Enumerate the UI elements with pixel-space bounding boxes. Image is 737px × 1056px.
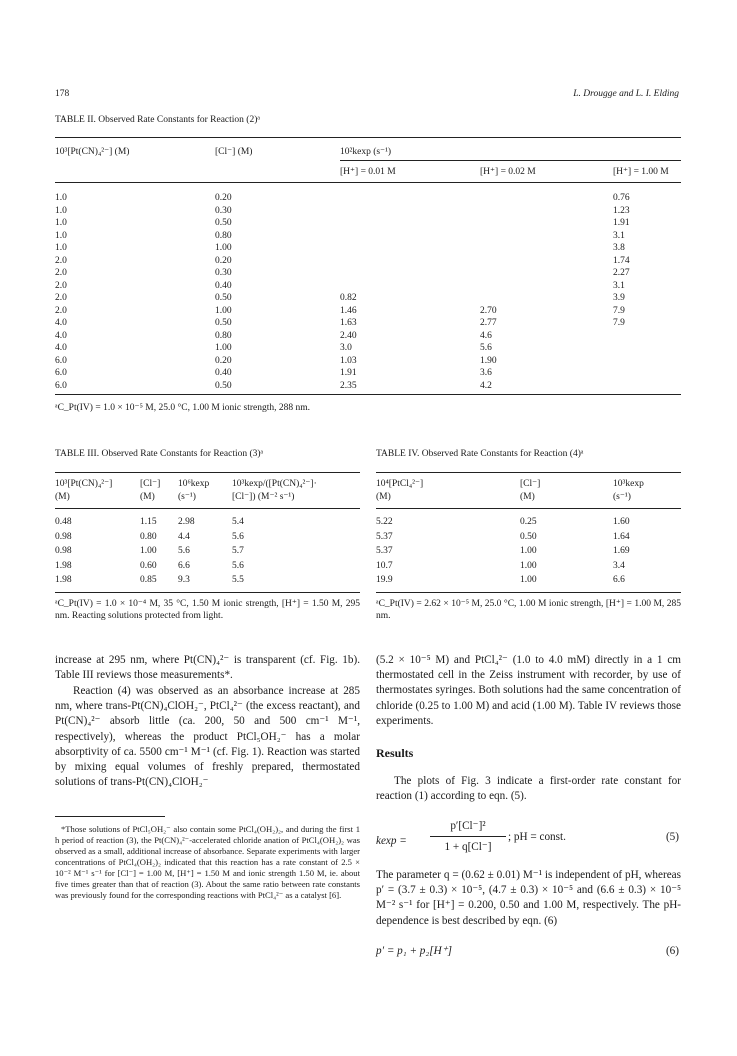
table2-header-cl: [Cl⁻] (M) bbox=[215, 147, 253, 157]
table2-row-cell: 0.20 bbox=[215, 355, 232, 366]
table2-row-cell: 2.77 bbox=[480, 318, 497, 328]
table2-title: TABLE II. Observed Rate Constants for Reaction (2)ᵃ bbox=[55, 115, 260, 125]
running-header-authors: L. Drougge and L. I. Elding bbox=[573, 89, 679, 99]
table4-row-cell: 1.60 bbox=[613, 517, 630, 527]
table4-bottom-rule bbox=[376, 592, 681, 593]
table3-header-rule bbox=[55, 508, 360, 509]
table2-row-cell: 1.00 bbox=[215, 343, 232, 353]
table4-row-cell: 5.22 bbox=[376, 517, 393, 527]
page-number: 178 bbox=[55, 89, 70, 99]
table4-row-cell: 1.64 bbox=[613, 531, 630, 542]
table4-header-ptcl4: 10⁴[PtCl₄²⁻] bbox=[376, 479, 424, 489]
table4-row-cell: 1.00 bbox=[520, 560, 537, 571]
table3-row-cell: 9.3 bbox=[178, 575, 190, 585]
table3-row-cell: 2.98 bbox=[178, 517, 195, 527]
table3-header-cl: [Cl⁻] bbox=[140, 479, 161, 489]
table4-unit-ptcl4: (M) bbox=[376, 492, 391, 502]
table3-footnote: ᵃC_Pt(IV) = 1.0 × 10⁻⁴ M, 35 °C, 1.50 M ionic strength, [H⁺] = 1.50 M, 295 nm. Reacting solutions protected from light. bbox=[55, 599, 360, 621]
table2-row-cell: 0.30 bbox=[215, 268, 232, 278]
table3-row-cell: 0.85 bbox=[140, 575, 157, 585]
eq5-numerator: p′[Cl⁻]² bbox=[450, 820, 486, 832]
table2-row-cell: 1.46 bbox=[340, 305, 357, 316]
table3-header-ratio: 10³kexp/([Pt(CN)₄²⁻]· bbox=[232, 479, 317, 489]
left-paragraph-2: Reaction (4) was observed as an absorbance increase at 285 nm, where trans-Pt(CN)₄ClOH₂⁻, PtCl₄²⁻ (the excess reactant), and Pt(CN)₄²⁻ absorb little (ca. 200, 50 and 500 cm⁻¹ M⁻¹, respectively), whereas the product PtCl₅OH₂⁻ has a molar absorptivity of ca. 5500 cm⁻¹ M⁻¹ (cf. Fig. 1). Reaction was started by mixing equal volumes of freshly prepared, thermostated solutions of trans-Pt(CN)₄ClOH₂⁻ bbox=[55, 685, 360, 789]
table3-row-cell: 0.98 bbox=[55, 546, 72, 556]
table4-header-cl: [Cl⁻] bbox=[520, 479, 541, 489]
table2-row-cell: 1.00 bbox=[215, 243, 232, 253]
table3-row-cell: 0.80 bbox=[140, 531, 157, 542]
table2-row-cell: 3.1 bbox=[613, 280, 625, 291]
table2-row-cell: 2.0 bbox=[55, 255, 67, 266]
table2-row-cell: 1.0 bbox=[55, 230, 67, 241]
table3-unit-kexp: (s⁻¹) bbox=[178, 492, 196, 502]
eq5-lhs: kexp = bbox=[376, 835, 407, 847]
eq5-condition: ; pH = const. bbox=[508, 831, 566, 843]
right-paragraph-1: (5.2 × 10⁻⁵ M) and PtCl₄²⁻ (1.0 to 4.0 mM) directly in a 1 cm thermostated cell in the Zeiss instrument with recorder, by use of thermostates syringes. Both solutions had the same concentration of chloride (0.25 to 1.00 M) and acid (1.00 M). Table IV reviews those experiments. bbox=[376, 654, 681, 727]
table2-row-cell: 1.91 bbox=[613, 218, 630, 228]
table2-row-cell: 1.91 bbox=[340, 368, 357, 378]
table2-row-cell: 2.0 bbox=[55, 280, 67, 291]
table2-row-cell: 3.8 bbox=[613, 243, 625, 253]
eq5-fraction-bar bbox=[430, 836, 506, 837]
table2-row-cell: 1.0 bbox=[55, 218, 67, 228]
table2-row-cell: 1.90 bbox=[480, 355, 497, 366]
table2-row-cell: 2.27 bbox=[613, 268, 630, 278]
table2-row-cell: 0.50 bbox=[215, 318, 232, 328]
table3-row-cell: 6.6 bbox=[178, 560, 190, 571]
table4-footnote: ᵃC_Pt(IV) = 2.62 × 10⁻⁵ M, 25.0 °C, 1.00 M ionic strength, [H⁺] = 1.00 M, 285 nm. bbox=[376, 599, 681, 621]
table3-row-cell: 5.4 bbox=[232, 517, 244, 527]
table2-row-cell: 2.35 bbox=[340, 380, 357, 391]
table2-row-cell: 0.20 bbox=[215, 193, 232, 203]
eq6-number: (6) bbox=[665, 945, 679, 957]
eq5-denominator: 1 + q[Cl⁻] bbox=[444, 841, 492, 853]
table4-row-cell: 1.00 bbox=[520, 575, 537, 585]
table2-row-cell: 1.0 bbox=[55, 205, 67, 216]
table4-row-cell: 10.7 bbox=[376, 560, 393, 571]
right-paragraph-3: The parameter q = (0.62 ± 0.01) M⁻¹ is independent of pH, whereas p′ = (3.7 ± 0.3) × 10⁻⁵, (4.7 ± 0.3) × 10⁻⁵ and (6.6 ± 0.3) × 10⁻⁵ M⁻² s⁻¹ for [H⁺] = 0.200, 0.50 and 1.00 M, respectively. The pH-dependence is best described by eqn. (6) bbox=[376, 869, 681, 927]
table4-row-cell: 1.69 bbox=[613, 546, 630, 556]
table3-header-ptcn: 10³[Pt(CN)₄²⁻] bbox=[55, 479, 113, 489]
table2-row-cell: 7.9 bbox=[613, 305, 625, 316]
table2-row-cell: 1.0 bbox=[55, 243, 67, 253]
table3-bottom-rule bbox=[55, 592, 360, 593]
table3-header-kexp: 10⁶kexp bbox=[178, 479, 210, 489]
table2-header-kexp: 10²kexp (s⁻¹) bbox=[340, 147, 392, 157]
table2-footnote: ᵃC_Pt(IV) = 1.0 × 10⁻⁵ M, 25.0 °C, 1.00 M ionic strength, 288 nm. bbox=[55, 403, 311, 413]
table2-header-ptcn: 10³[Pt(CN)₄²⁻] (M) bbox=[55, 147, 130, 157]
table2-row-cell: 4.0 bbox=[55, 343, 67, 353]
table2-row-cell: 0.40 bbox=[215, 280, 232, 291]
table2-row-cell: 2.0 bbox=[55, 305, 67, 316]
table3-row-cell: 5.6 bbox=[232, 531, 244, 542]
table2-row-cell: 3.1 bbox=[613, 230, 625, 241]
table4-top-rule bbox=[376, 472, 681, 473]
table2-row-cell: 5.6 bbox=[480, 343, 492, 353]
table3-unit-ratio: [Cl⁻]) (M⁻² s⁻¹) bbox=[232, 492, 295, 502]
table2-row-cell: 0.40 bbox=[215, 368, 232, 378]
table2-row-cell: 0.50 bbox=[215, 380, 232, 391]
table3-row-cell: 1.15 bbox=[140, 517, 157, 527]
table4-unit-kexp: (s⁻¹) bbox=[613, 492, 631, 502]
table3-top-rule bbox=[55, 472, 360, 473]
table3-row-cell: 1.98 bbox=[55, 575, 72, 585]
table4-row-cell: 5.37 bbox=[376, 546, 393, 556]
table2-row-cell: 4.0 bbox=[55, 330, 67, 341]
table2-row-cell: 4.0 bbox=[55, 318, 67, 328]
table4-header-rule bbox=[376, 508, 681, 509]
results-heading: Results bbox=[376, 746, 414, 760]
table4-row-cell: 0.50 bbox=[520, 531, 537, 542]
footnote-separator bbox=[55, 816, 165, 817]
table3-row-cell: 1.00 bbox=[140, 546, 157, 556]
table2-row-cell: 4.6 bbox=[480, 330, 492, 341]
table2-row-cell: 0.20 bbox=[215, 255, 232, 266]
table4-unit-cl: (M) bbox=[520, 492, 535, 502]
table2-row-cell: 3.0 bbox=[340, 343, 352, 353]
table2-row-cell: 2.70 bbox=[480, 305, 497, 316]
table3-row-cell: 0.98 bbox=[55, 531, 72, 542]
right-paragraph-2: The plots of Fig. 3 indicate a first-order rate constant for reaction (1) according to eqn. (5). bbox=[376, 775, 681, 803]
table2-subheader-h002: [H⁺] = 0.02 M bbox=[480, 167, 536, 177]
table2-row-cell: 2.40 bbox=[340, 330, 357, 341]
table2-row-cell: 1.23 bbox=[613, 205, 630, 216]
table3-unit-cl: (M) bbox=[140, 492, 155, 502]
table4-header-kexp: 10³kexp bbox=[613, 479, 644, 489]
table2-row-cell: 6.0 bbox=[55, 368, 67, 378]
table2-row-cell: 1.00 bbox=[215, 305, 232, 316]
table2-top-rule bbox=[55, 137, 681, 138]
table3-unit-ptcn: (M) bbox=[55, 492, 70, 502]
table2-subheader-h100: [H⁺] = 1.00 M bbox=[613, 167, 669, 177]
left-paragraph-1: increase at 295 nm, where Pt(CN)₄²⁻ is transparent (cf. Fig. 1b). Table III reviews those measurements*. bbox=[55, 654, 360, 682]
table4-row-cell: 0.25 bbox=[520, 517, 537, 527]
table4-row-cell: 19.9 bbox=[376, 575, 393, 585]
table2-header-subrule bbox=[340, 160, 681, 161]
table3-row-cell: 5.6 bbox=[232, 560, 244, 571]
table2-row-cell: 3.9 bbox=[613, 293, 625, 303]
table2-row-cell: 1.63 bbox=[340, 318, 357, 328]
table4-title: TABLE IV. Observed Rate Constants for Reaction (4)ᵃ bbox=[376, 449, 584, 459]
table2-row-cell: 1.03 bbox=[340, 355, 357, 366]
table2-row-cell: 3.6 bbox=[480, 368, 492, 378]
table2-row-cell: 4.2 bbox=[480, 380, 492, 391]
table3-row-cell: 1.98 bbox=[55, 560, 72, 571]
table2-header-rule bbox=[55, 182, 681, 183]
table2-row-cell: 6.0 bbox=[55, 355, 67, 366]
table2-row-cell: 0.80 bbox=[215, 230, 232, 241]
table2-row-cell: 0.50 bbox=[215, 293, 232, 303]
table4-row-cell: 1.00 bbox=[520, 546, 537, 556]
table2-row-cell: 0.82 bbox=[340, 293, 357, 303]
eq6-body: p′ = p₁ + p₂[H⁺] bbox=[376, 945, 452, 957]
table2-row-cell: 0.76 bbox=[613, 193, 630, 203]
table3-row-cell: 5.7 bbox=[232, 546, 244, 556]
table3-row-cell: 4.4 bbox=[178, 531, 190, 542]
table2-row-cell: 2.0 bbox=[55, 268, 67, 278]
table2-subheader-h001: [H⁺] = 0.01 M bbox=[340, 167, 396, 177]
table2-row-cell: 1.0 bbox=[55, 193, 67, 203]
table3-title: TABLE III. Observed Rate Constants for Reaction (3)ᵃ bbox=[55, 449, 264, 459]
table2-row-cell: 0.80 bbox=[215, 330, 232, 341]
eq5-number: (5) bbox=[665, 831, 679, 843]
table3-row-cell: 5.5 bbox=[232, 575, 244, 585]
table2-row-cell: 6.0 bbox=[55, 380, 67, 391]
table2-row-cell: 1.74 bbox=[613, 255, 630, 266]
table3-row-cell: 5.6 bbox=[178, 546, 190, 556]
left-footnote: *Those solutions of PtCl₅OH₂⁻ also contain some PtCl₄(OH₂)₂, and during the first 1 h period of reaction (3), the Pt(CN)₄²⁻-accelerated chloride anation of PtCl₄(OH₂)₂ was observed as a small, additional increase of absorbance. Separate experiments with larger concentrations of PtCl₄(OH₂)₂ indicated that this reaction has a rate constant of 2.5 × 10⁻² M⁻¹ s⁻¹ for [Cl⁻] = 1.00 M, [H⁺] = 1.50 M and ionic strength 1.50 M, ie. about five times greater than that of reaction (3). About the same ratio between rate constants was previously found for the corresponding reactions with PtCl₄²⁻ as a catalyst [6]. bbox=[55, 824, 360, 900]
table4-row-cell: 6.6 bbox=[613, 575, 625, 585]
table3-row-cell: 0.60 bbox=[140, 560, 157, 571]
table3-row-cell: 0.48 bbox=[55, 517, 72, 527]
table2-row-cell: 0.30 bbox=[215, 205, 232, 216]
table2-row-cell: 7.9 bbox=[613, 318, 625, 328]
table4-row-cell: 5.37 bbox=[376, 531, 393, 542]
table2-row-cell: 2.0 bbox=[55, 293, 67, 303]
table2-row-cell: 0.50 bbox=[215, 218, 232, 228]
table2-bottom-rule bbox=[55, 394, 681, 395]
table4-row-cell: 3.4 bbox=[613, 560, 625, 571]
